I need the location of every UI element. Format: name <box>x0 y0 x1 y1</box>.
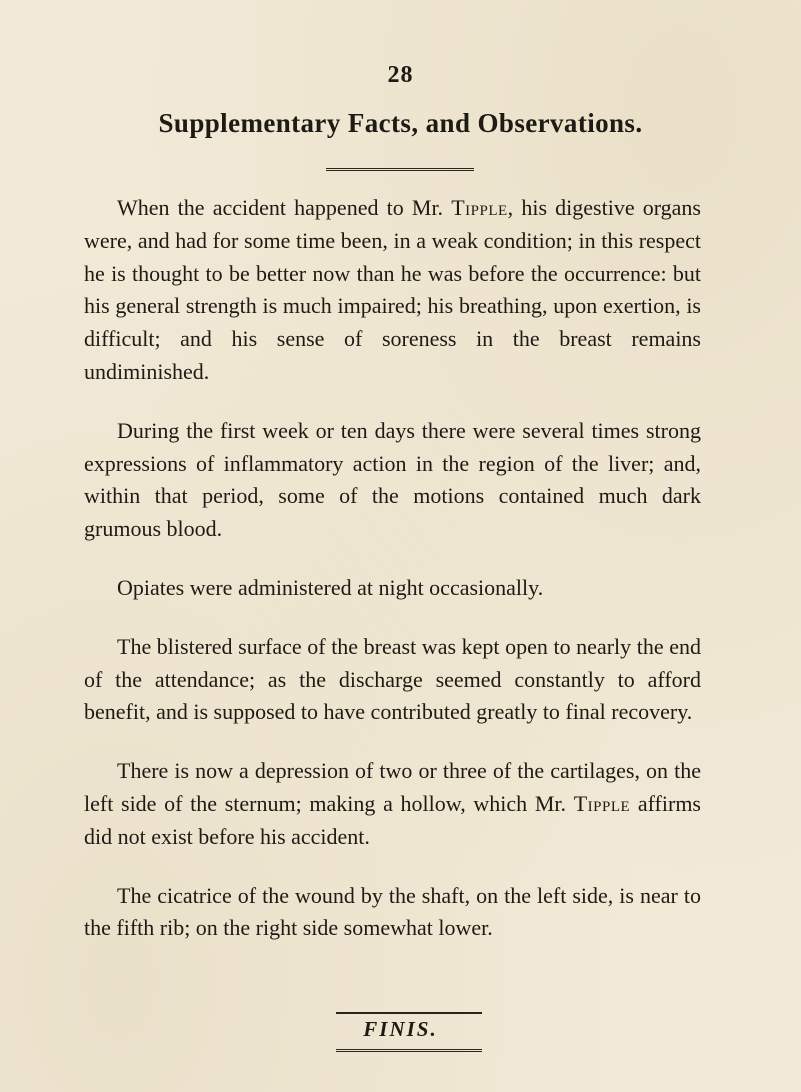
closing-finis: FINIS. <box>363 1017 438 1041</box>
surname: Tipple <box>573 790 631 816</box>
paragraph-2: During the first week or ten days there were several times strong expressions of inflammatory action in the region of the liver; and, within that period, some of the motions contained much dark grumous blood. <box>84 417 701 542</box>
paragraph-4: The blistered surface of the breast was kept open to nearly the end of the attendance; as the discharge seemed constantly to afford benefit, and is supposed to have contributed greatly to final recovery. <box>84 633 701 725</box>
page-number: 28 <box>387 62 414 88</box>
paragraph-1 <box>84 192 701 389</box>
body-text <box>84 192 701 945</box>
closing-divider-top <box>336 1012 482 1014</box>
heading-divider <box>326 168 474 171</box>
paragraph-3: Opiates were administered at night occasionally. <box>117 574 544 600</box>
section-heading: Supplementary Facts, and Observations. <box>158 108 643 138</box>
paragraph-5 <box>84 755 701 853</box>
paragraph-text: When the accident happened to Mr. <box>117 195 452 220</box>
closing-divider-bottom <box>336 1049 482 1052</box>
surname: Tipple <box>451 195 508 220</box>
paragraph-6: The cicatrice of the wound by the shaft, on the left side, is near to the fifth rib; on the right side somewhat lower. <box>84 882 701 941</box>
paragraph-text: There is now a depression of two or three of the cartilages, on the left side of the sternum; making a hollow, which Mr. <box>84 758 701 816</box>
paragraph-text: , his digestive organs were, and had for some time been, in a weak condition; in this respect he is thought to be better now than he was before the occurrence: but his general strength is much impaired; his breathing, upon exertion, is difficult; and his sense of soreness in the breast remains undiminished. <box>84 195 701 384</box>
paragraph-text: affirms did not exist before his accident. <box>84 790 701 849</box>
